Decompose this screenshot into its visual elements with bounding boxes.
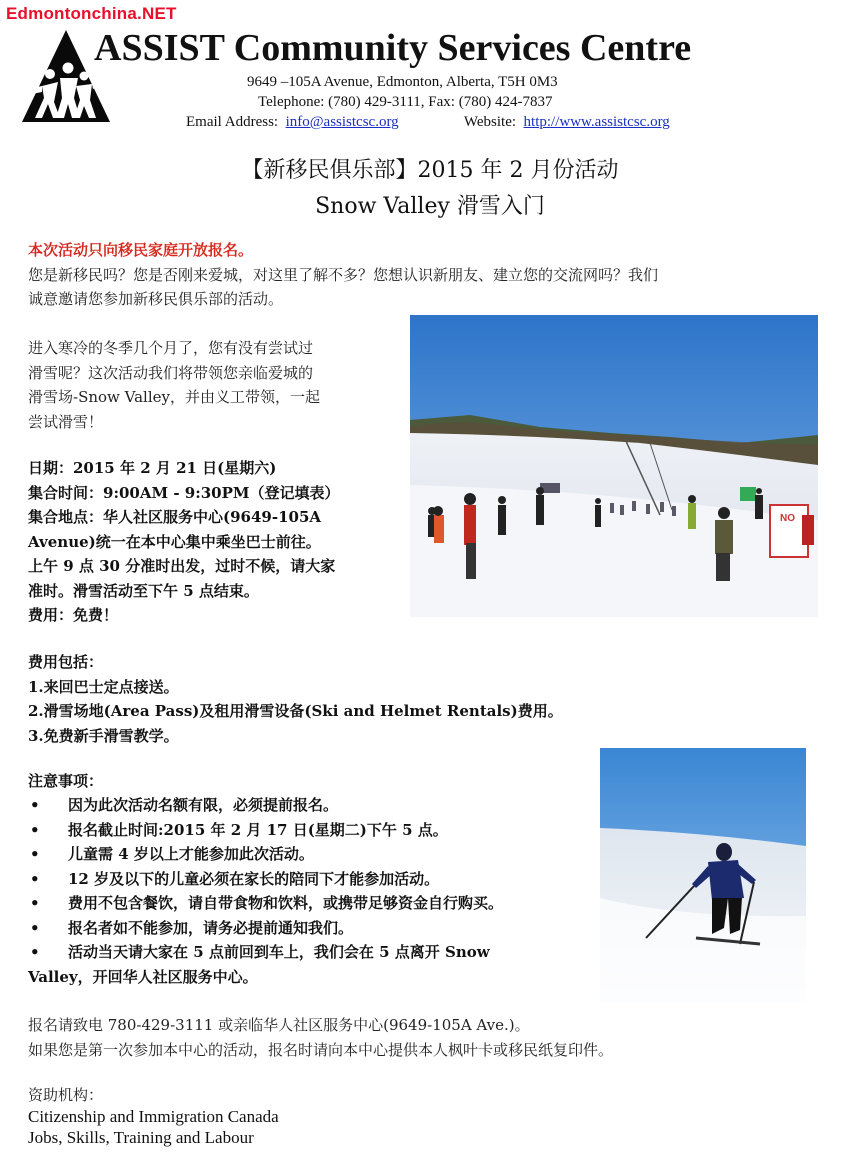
page-subtitle: Snow Valley 滑雪入门	[315, 194, 545, 219]
website-link[interactable]: http://www.assistcsc.org	[523, 114, 670, 130]
bullet-icon: •	[30, 796, 40, 814]
fee-item: 3.免费新手滑雪教学。	[28, 726, 179, 745]
bullet-icon: •	[30, 845, 40, 863]
event-date: 日期：2015 年 2 月 21 日(星期六)	[28, 459, 277, 477]
description-line: 滑雪呢？这次活动我们将带领您亲临爱城的	[28, 363, 314, 382]
organization-contact	[186, 114, 670, 131]
list-item: • 报名者如不能参加，请务必提前通知我们。	[28, 916, 618, 941]
list-item: • 费用不包含餐饮，请自带食物和饮料，或携带足够资金自行购买。	[28, 891, 618, 916]
event-details	[28, 456, 403, 628]
skier-photo	[600, 748, 806, 1002]
funder-item: Jobs, Skills, Training and Labour	[28, 1128, 254, 1147]
organization-phone-fax: Telephone: (780) 429-3111, Fax: (780) 424-7837	[258, 94, 553, 110]
description-section	[28, 336, 398, 434]
fee-item: 1.来回巴士定点接送。	[28, 677, 179, 696]
fee-item: 2.滑雪场地(Area Pass)及租用滑雪设备(Ski and Helmet Rentals)费用。	[28, 702, 563, 720]
list-item-continuation: Valley，开回华人社区服务中心。	[28, 967, 258, 986]
page-title: 【新移民俱乐部】2015 年 2 月份活动	[241, 158, 619, 183]
list-item: • 活动当天请大家在 5 点前回到车上，我们会在 5 点离开 Snow	[28, 940, 618, 965]
list-item: • 儿童需 4 岁以上才能参加此次活动。	[28, 842, 618, 867]
description-line: 尝试滑雪！	[28, 412, 104, 431]
registration-line: 如果您是第一次参加本中心的活动，报名时请向本中心提供本人枫叶卡或移民纸复印件。	[28, 1040, 614, 1059]
description-line: 进入寒冷的冬季几个月了，您有没有尝试过	[28, 339, 314, 357]
description-line: 滑雪场-Snow Valley，并由义工带领，一起	[28, 388, 320, 406]
intro-line: 诚意邀请您参加新移民俱乐部的活动。	[28, 290, 284, 308]
notice-text: 本次活动只向移民家庭开放报名。	[28, 241, 254, 259]
fees-heading: 费用包括：	[28, 653, 104, 671]
bullet-icon: •	[30, 869, 40, 888]
sign-text: NO	[780, 513, 795, 524]
event-time: 集合时间：9:00AM - 9:30PM（登记填表）	[28, 483, 340, 502]
event-fee: 费用：免费！	[28, 606, 119, 624]
event-departure: 上午 9 点 30 分准时出发，过时不候，请大家	[28, 557, 336, 575]
bullet-icon: •	[30, 918, 40, 937]
list-item: • 12 岁及以下的儿童必须在家长的陪同下才能参加活动。	[28, 867, 618, 892]
organization-address: 9649 –105A Avenue, Edmonton, Alberta, T5H 0M3	[247, 74, 558, 90]
funders-heading: 资助机构：	[28, 1086, 104, 1104]
list-item: • 因为此次活动名额有限，必须提前报名。	[28, 793, 618, 818]
notes-heading: 注意事项：	[28, 772, 104, 790]
registration-line: 报名请致电 780-429-3111 或亲临华人社区服务中心(9649-105A Ave.)。	[28, 1016, 530, 1034]
fees-section	[28, 650, 668, 748]
email-link[interactable]: info@assistcsc.org	[285, 114, 399, 130]
watermark: Edmontonchina.NET	[6, 4, 177, 23]
bullet-icon: •	[30, 943, 40, 961]
website-label: Website:	[463, 114, 517, 130]
funders-section	[28, 1085, 279, 1148]
bullet-icon: •	[30, 894, 40, 912]
notes-list	[28, 793, 618, 989]
list-item: • 报名截止时间:2015 年 2 月 17 日(星期二)下午 5 点。	[28, 818, 618, 843]
organization-name: ASSIST Community Services Centre	[94, 27, 692, 69]
intro-line: 您是新移民吗？您是否刚来爱城，对这里了解不多？您想认识新朋友、建立您的交流网吗？我们	[28, 265, 659, 284]
event-end: 准时。滑雪活动至下午 5 点结束。	[28, 581, 259, 600]
email-label: Email Address:	[186, 114, 279, 130]
event-location: 集合地点：华人社区服务中心(9649-105A	[28, 508, 322, 526]
event-location-cont: Avenue)统一在本中心集中乘坐巴士前往。	[28, 532, 321, 551]
intro-section	[28, 238, 828, 312]
ski-hill-photo	[410, 315, 818, 617]
funder-item: Citizenship and Immigration Canada	[28, 1107, 279, 1126]
registration-section	[28, 1013, 828, 1062]
bullet-icon: •	[30, 820, 40, 839]
